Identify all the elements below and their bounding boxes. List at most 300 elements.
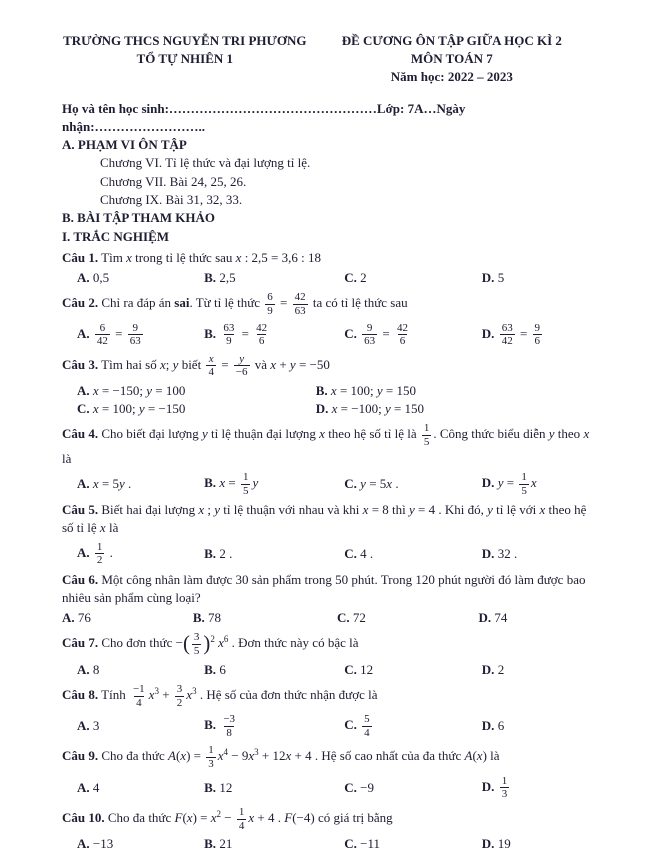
exam-title: ĐỀ CƯƠNG ÔN TẬP GIỮA HỌC KÌ 2	[341, 33, 562, 48]
option-c	[344, 545, 482, 563]
question-text	[62, 743, 596, 771]
text-run: x	[331, 401, 338, 417]
fraction-numerator: y	[239, 352, 245, 365]
text-run: + 4 . Hệ số cao nhất của đa thức	[291, 748, 465, 764]
fraction	[362, 713, 372, 739]
text-run: 3	[92, 718, 100, 734]
text-run: =	[217, 356, 232, 372]
school-name: TRƯỜNG THCS NGUYỄN TRI PHƯƠNG	[63, 33, 307, 48]
option-a	[77, 540, 204, 568]
text-run: −11	[360, 836, 381, 852]
fraction-denominator: 5	[521, 484, 527, 497]
text-run: +	[158, 687, 173, 703]
option-d	[482, 774, 596, 802]
fraction	[237, 806, 247, 832]
text-run: theo hệ số tỉ lệ là	[324, 426, 420, 442]
fraction	[234, 353, 250, 379]
text-run: x	[186, 810, 193, 826]
option-label: B.	[192, 610, 208, 626]
text-run: A	[168, 748, 176, 764]
exponent: 3	[254, 747, 259, 758]
text-run: x	[210, 810, 217, 826]
text-run: =	[276, 295, 291, 311]
option-c	[337, 609, 479, 627]
option-label: B.	[204, 545, 220, 561]
option-label: C.	[344, 325, 361, 341]
option-c	[344, 661, 482, 679]
fraction	[362, 322, 377, 348]
option-a	[77, 269, 204, 287]
text-run: 2	[497, 661, 505, 677]
text-run: và	[251, 356, 271, 372]
text-run: 4 .	[360, 545, 374, 561]
question-text	[62, 290, 596, 318]
text-run: Một công nhân làm được 30 sản phẩm trong 50 phút. Trong 120 phút người đó làm được bao nhiêu sản phẩm cùng loại?	[62, 571, 586, 606]
option-label: C.	[344, 779, 361, 795]
exponent: 2	[216, 808, 222, 819]
fraction-denominator: 42	[96, 335, 108, 348]
text-run: 8	[92, 661, 100, 677]
text-run: Câu 3.	[62, 356, 99, 372]
option-label: A.	[77, 661, 93, 677]
question-cau-10	[62, 805, 596, 853]
option-d	[482, 835, 596, 853]
exponent: 6	[223, 634, 229, 645]
text-run: x	[530, 475, 537, 491]
text-run: .	[124, 475, 132, 491]
fraction-denominator: 6	[534, 335, 541, 348]
question-options	[62, 712, 596, 740]
text-run: 12	[219, 779, 233, 795]
section-b-title: B. BÀI TẬP THAM KHẢO	[62, 210, 216, 226]
text-run: −	[221, 810, 235, 826]
fraction-denominator: 5	[423, 436, 430, 449]
text-run: 72	[352, 610, 366, 626]
text-run: x	[539, 502, 546, 518]
fraction-numerator: 63	[501, 321, 513, 334]
fraction-denominator: 6	[399, 335, 406, 348]
fraction-denominator: 5	[242, 484, 249, 497]
fraction-denominator: 4	[136, 696, 142, 709]
question-options	[62, 661, 596, 679]
option-label: C.	[337, 610, 353, 626]
fraction	[293, 291, 308, 317]
option-label: A.	[77, 383, 93, 399]
option-b	[193, 609, 337, 627]
option-d	[479, 609, 597, 627]
fraction	[265, 291, 275, 317]
text-run: x	[330, 383, 337, 399]
fraction-numerator: 1	[521, 470, 527, 483]
text-run: y	[119, 475, 125, 491]
text-run: x	[362, 502, 369, 518]
fraction	[241, 471, 251, 497]
text-run: = −150;	[98, 383, 147, 399]
big-parenthesis: (	[182, 632, 190, 656]
fraction-denominator: 3	[208, 758, 214, 771]
text-run: . Công thức biểu diễn	[433, 426, 549, 442]
text-run: Câu 5.	[62, 502, 99, 518]
option-label: C.	[344, 270, 361, 286]
text-run: 76	[77, 610, 91, 626]
question-options	[62, 269, 596, 287]
text-run: Câu 8.	[62, 687, 99, 703]
text-run: . Hệ số của đơn thức nhận được là	[196, 687, 378, 703]
text-run: y	[376, 383, 383, 399]
text-run: ) là	[482, 748, 500, 764]
text-run: .	[392, 475, 399, 491]
text-run: =	[225, 475, 239, 491]
text-run: = 150	[382, 383, 417, 399]
option-a	[77, 779, 204, 797]
option-label: D.	[481, 545, 498, 561]
fraction-numerator: 9	[534, 321, 541, 334]
option-label: C.	[344, 475, 361, 491]
option-a	[77, 382, 316, 400]
question-text	[62, 682, 596, 710]
text-run: Câu 4.	[62, 426, 99, 442]
text-run: =	[238, 325, 253, 341]
text-run: (	[182, 810, 187, 826]
section-i-title: I. TRẮC NGHIỆM	[62, 228, 170, 244]
option-label: D.	[478, 610, 495, 626]
option-label: A.	[77, 325, 93, 341]
option-label: C.	[344, 836, 361, 852]
text-run: x	[160, 356, 166, 372]
fraction-numerator: −1	[132, 682, 145, 695]
question-cau-7	[62, 630, 596, 678]
exponent: 3	[154, 685, 159, 696]
fraction-denominator: 63	[294, 304, 306, 317]
text-run: ) =	[192, 810, 211, 826]
section-a-title: A. PHẠM VI ÔN TẬP	[62, 136, 187, 152]
question-options	[62, 835, 596, 853]
option-d	[316, 400, 596, 418]
option-label: A.	[62, 610, 78, 626]
fraction	[206, 744, 216, 770]
question-cau-4	[62, 421, 596, 498]
fraction-denominator: 2	[96, 554, 103, 567]
text-run: =	[503, 475, 518, 491]
text-run: F	[174, 810, 183, 826]
fraction-denominator: −6	[235, 366, 248, 379]
text-run: 19	[497, 836, 511, 852]
text-run: sai	[174, 295, 190, 311]
text-run: +	[276, 356, 290, 372]
fraction-denominator: 63	[364, 335, 376, 348]
text-run: y	[172, 356, 179, 372]
option-a	[77, 717, 204, 735]
text-run: trong tỉ lệ thức sau	[131, 249, 236, 265]
text-run: x	[219, 475, 226, 491]
fraction-numerator: 9	[132, 321, 138, 334]
text-run: 74	[494, 610, 508, 626]
fraction-denominator: 3	[501, 788, 508, 801]
text-run: + 4 .	[254, 810, 285, 826]
question-options	[62, 774, 596, 802]
document-header	[62, 32, 596, 87]
text-run: F	[284, 810, 293, 826]
text-run: = 100;	[98, 401, 139, 417]
option-b	[204, 835, 344, 853]
option-label: A.	[77, 836, 93, 852]
option-d	[482, 545, 596, 563]
fraction	[192, 631, 202, 657]
option-label: D.	[481, 270, 498, 286]
fraction-denominator: 9	[267, 304, 273, 317]
question-options	[62, 321, 596, 349]
option-c	[344, 475, 482, 493]
text-run: x	[186, 687, 193, 703]
option-c	[344, 269, 482, 287]
text-run: x	[126, 249, 132, 265]
option-label: C.	[344, 717, 361, 733]
fraction-denominator: 6	[258, 335, 265, 348]
text-run: (	[472, 748, 477, 764]
option-label: A.	[77, 544, 93, 560]
text-run: .	[106, 544, 113, 560]
scope-item-chapter-9: Chương IX. Bài 31, 32, 33.	[100, 192, 243, 208]
text-run: Cho biết đại lượng	[98, 426, 202, 442]
text-run: x	[217, 748, 224, 764]
fraction-denominator: 2	[176, 696, 183, 709]
fraction-numerator: 5	[364, 713, 370, 726]
option-label: C.	[344, 661, 361, 677]
fraction	[500, 322, 515, 348]
text-run: = −150	[144, 401, 186, 417]
option-a	[77, 321, 204, 349]
option-label: D.	[481, 778, 498, 794]
student-info-line: Họ và tên học sinh:…………………………………………Lớp: 7A…Ngày nhận:……………………..	[62, 100, 466, 134]
department-name: TỔ TỰ NHIÊN 1	[136, 51, 234, 67]
text-run: = −100;	[337, 401, 385, 417]
fraction-numerator: 1	[242, 470, 249, 483]
option-label: A.	[77, 270, 93, 286]
question-options	[62, 609, 596, 627]
fraction-numerator: 63	[223, 321, 235, 334]
text-run: x	[248, 748, 255, 764]
question-cau-8	[62, 682, 596, 741]
text-run: x	[476, 748, 483, 764]
text-run: 21	[219, 836, 233, 852]
text-run: x	[92, 401, 99, 417]
option-label: D.	[481, 475, 498, 491]
fraction-denominator: 8	[226, 726, 232, 739]
option-a	[77, 835, 204, 853]
fraction-numerator: 1	[96, 540, 103, 553]
text-run: y	[138, 401, 145, 417]
text-run: x	[180, 748, 187, 764]
text-run: y	[497, 475, 504, 491]
fraction-numerator: 42	[294, 291, 306, 304]
option-c	[344, 321, 482, 349]
text-run: Câu 6.	[62, 571, 99, 587]
fraction	[500, 775, 510, 801]
text-run: y	[360, 475, 366, 491]
text-run: Câu 2.	[62, 295, 99, 311]
text-run: 0,5	[92, 270, 110, 286]
option-label: A.	[77, 475, 93, 491]
text-run: y	[146, 383, 152, 399]
option-b	[316, 382, 596, 400]
text-run: = 4 . Khi đó,	[414, 502, 488, 518]
question-text	[62, 630, 596, 658]
text-run: = 5	[365, 475, 387, 491]
text-run: theo hệ số tỉ lệ	[62, 502, 587, 536]
option-label: D.	[481, 836, 498, 852]
text-run: − 9	[228, 748, 249, 764]
option-c	[344, 712, 482, 740]
text-run: 2	[360, 270, 367, 286]
fraction	[131, 683, 147, 709]
option-b	[204, 269, 344, 287]
fraction-denominator: 42	[501, 335, 513, 348]
fraction-denominator: 63	[129, 335, 141, 348]
option-label: D.	[315, 401, 332, 417]
text-run: x	[198, 502, 205, 518]
text-run: (	[175, 748, 181, 764]
fraction-denominator: 4	[238, 819, 245, 832]
fraction-denominator: 4	[208, 366, 214, 379]
fraction	[221, 713, 237, 739]
fraction-numerator: −3	[223, 713, 236, 726]
option-a	[77, 661, 204, 679]
option-d	[482, 321, 596, 349]
text-run: Cho đa thức	[104, 810, 175, 826]
text-run: là	[105, 520, 119, 536]
question-text	[62, 421, 596, 467]
question-options	[62, 382, 596, 418]
option-label: A.	[77, 718, 93, 734]
fraction	[175, 683, 185, 709]
fraction-numerator: x	[208, 352, 214, 365]
option-label: B.	[315, 383, 331, 399]
question-text	[62, 805, 596, 833]
text-run: x	[386, 475, 393, 491]
text-run: tỉ lệ với	[492, 502, 540, 518]
option-b	[204, 712, 344, 740]
text-run: = 100;	[336, 383, 377, 399]
question-text	[62, 249, 596, 267]
text-run: + 12	[258, 748, 286, 764]
exam-subject: MÔN TOÁN 7	[410, 51, 493, 67]
text-run: Tính	[98, 687, 129, 703]
text-run: ;	[204, 502, 215, 518]
question-text	[62, 352, 596, 380]
text-run: y	[487, 502, 493, 518]
option-b	[204, 661, 344, 679]
fraction-numerator: 1	[423, 422, 430, 435]
option-d	[482, 661, 596, 679]
question-cau-5	[62, 501, 596, 568]
text-run: x	[99, 520, 106, 536]
text-run: 6	[219, 661, 226, 677]
fraction-numerator: 3	[193, 631, 200, 644]
text-run: là	[62, 450, 72, 466]
exponent: 4	[223, 747, 229, 758]
fraction	[395, 322, 410, 348]
text-run: (−4) có giá trị bằng	[292, 810, 393, 826]
text-run: = 8 thì	[368, 502, 410, 518]
text-run: biết	[178, 356, 205, 372]
text-run: Biết hai đại lượng	[98, 502, 199, 518]
fraction	[128, 322, 143, 348]
text-run: y	[289, 356, 296, 372]
fraction	[519, 471, 529, 497]
question-text	[62, 501, 596, 537]
text-run: 12	[360, 661, 374, 677]
question-cau-6	[62, 571, 596, 628]
option-a	[62, 609, 193, 627]
text-run: Câu 1.	[62, 249, 99, 265]
option-label: D.	[481, 661, 498, 677]
option-label: B.	[204, 779, 220, 795]
text-run: ) =	[186, 748, 205, 764]
text-run: y	[201, 426, 208, 442]
option-c	[344, 835, 482, 853]
text-run: . Đơn thức này có bậc là	[228, 635, 359, 651]
text-run: 32 .	[497, 545, 518, 561]
option-d	[482, 470, 596, 498]
option-label: B.	[204, 661, 220, 677]
text-run: x	[248, 810, 255, 826]
fraction-numerator: 6	[267, 291, 273, 304]
fraction-numerator: 42	[256, 321, 268, 334]
text-run: 6	[497, 718, 505, 734]
option-b	[204, 545, 344, 563]
text-run: Câu 9.	[62, 748, 99, 764]
option-b	[204, 779, 344, 797]
text-run: y	[384, 401, 391, 417]
text-run: x	[92, 475, 99, 491]
option-b	[204, 321, 344, 349]
option-c	[344, 779, 482, 797]
option-a	[77, 475, 204, 493]
option-c	[77, 400, 316, 418]
option-label: B.	[204, 475, 220, 491]
fraction-numerator: 3	[176, 682, 183, 695]
text-run: A	[464, 748, 473, 764]
fraction-denominator: 5	[193, 645, 200, 658]
question-options	[62, 540, 596, 568]
text-run: Tìm	[98, 249, 127, 265]
question-cau-1	[62, 249, 596, 287]
text-run: Chỉ ra đáp án	[98, 295, 175, 311]
text-run: Câu 7.	[62, 635, 99, 651]
text-run: y	[548, 426, 555, 442]
question-text	[62, 571, 596, 607]
text-run: x	[270, 356, 277, 372]
question-options	[62, 470, 596, 498]
option-label: B.	[204, 836, 220, 852]
text-run: = 100	[151, 383, 186, 399]
fraction	[533, 322, 543, 348]
fraction	[221, 322, 236, 348]
text-run: 2,5	[219, 270, 236, 286]
text-run: =	[379, 325, 393, 341]
fraction-numerator: 1	[501, 774, 508, 787]
text-run: = 5	[98, 475, 120, 491]
option-label: A.	[77, 779, 93, 795]
fraction-denominator: 4	[364, 726, 370, 739]
scope-item-chapter-7: Chương VII. Bài 24, 25, 26.	[100, 173, 247, 189]
text-run: −13	[92, 836, 114, 852]
fraction-numerator: 1	[208, 744, 214, 757]
text-run: 4	[92, 779, 100, 795]
text-run: ;	[165, 356, 173, 372]
exponent: 3	[192, 685, 197, 696]
text-run: tỉ lệ thuận với nhau và khi	[220, 502, 363, 518]
